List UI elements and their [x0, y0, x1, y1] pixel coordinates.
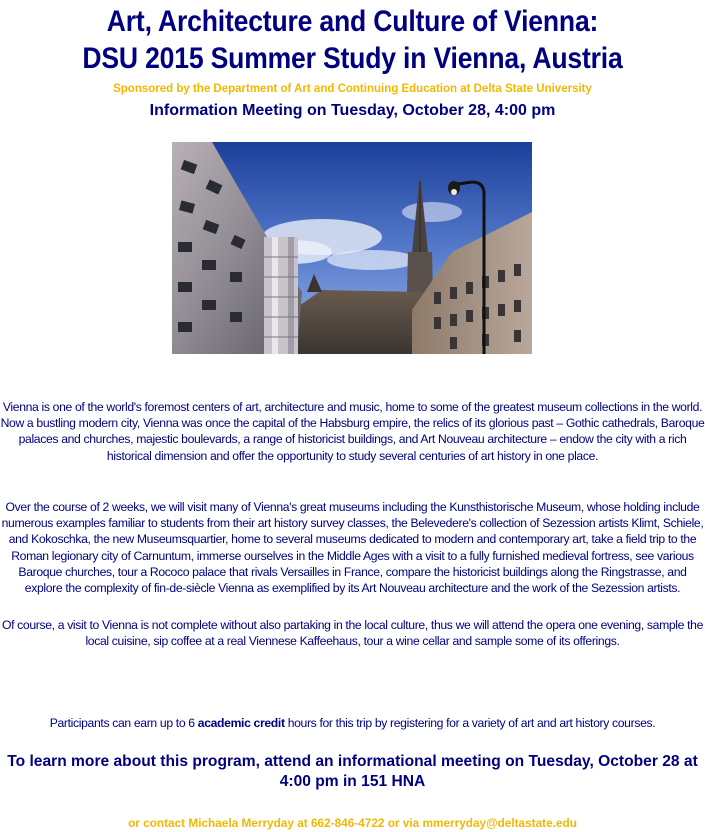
credit-text-after: hours for this trip by registering for a variety of art and art history courses. — [284, 716, 656, 730]
page-title — [35, 3, 670, 77]
title-line-2: DSU 2015 Summer Study in Vienna, Austria — [82, 42, 623, 75]
vienna-photo — [172, 142, 532, 354]
paragraph-culture: Of course, a visit to Vienna is not complete without also partaking in the local culture, thus we will attend the opera one evening, sample the local cuisine, sip coffee at a real Viennese Kaffeehaus, tour a wine cellar and sample some of its offerings. — [1, 618, 704, 649]
paragraph-credit — [0, 715, 705, 731]
sponsor-line: Sponsored by the Department of Art and Continuing Education at Delta State University — [113, 83, 592, 95]
credit-text-bold: academic credit — [197, 716, 285, 730]
call-to-action: To learn more about this program, attend an informational meeting on Tuesday, October 28 at 4:00 pm in 151 HNA — [7, 753, 698, 790]
title-line-1: Art, Architecture and Culture of Vienna: — [106, 5, 599, 38]
contact-line: or contact Michaela Merryday at 662-846-4722 or via mmerryday@deltastate.edu — [128, 816, 577, 830]
credit-text-before: Participants can earn up to 6 — [49, 716, 198, 730]
paragraph-intro: Vienna is one of the world's foremost centers of art, architecture and music, home to some of the greatest museum collections in the world. Now a bustling modern city, Vienna was once the capital of the Habsburg empire, the relics of its glorious past – Gothic cathedrals, Baroque palaces and churches, majestic boulevards, a range of historicist buildings, and Art Nouveau architecture – endow the city with a rich historical dimension and offer the opportunity to study several centuries of art history in one place. — [0, 400, 705, 463]
paragraph-itinerary: Over the course of 2 weeks, we will visit many of Vienna's great museums including the Kunsthistorische Museum, whose holding include numerous examples familiar to students from their art history survey classes, the Belevedere's collection of Sezession artists Klimt, Schiele, and Kokoschka, the new Museumsquartier, home to several museums dedicated to modern and contemporary art, take a field trip to the Roman legionary city of Carnuntum, immerse ourselves in the Middle Ages with a visit to a fully furnished medieval fortress, see various Baroque churches, tour a Rococo palace that rivals Versailles in France, compare the historicist buildings along the Ringstrasse, and explore the complexity of fin-de-siècle Vienna as exemplified by its Art Nouveau architecture and the work of the Sezession artists. — [1, 500, 704, 596]
meeting-heading: Information Meeting on Tuesday, October 28, 4:00 pm — [149, 102, 556, 119]
